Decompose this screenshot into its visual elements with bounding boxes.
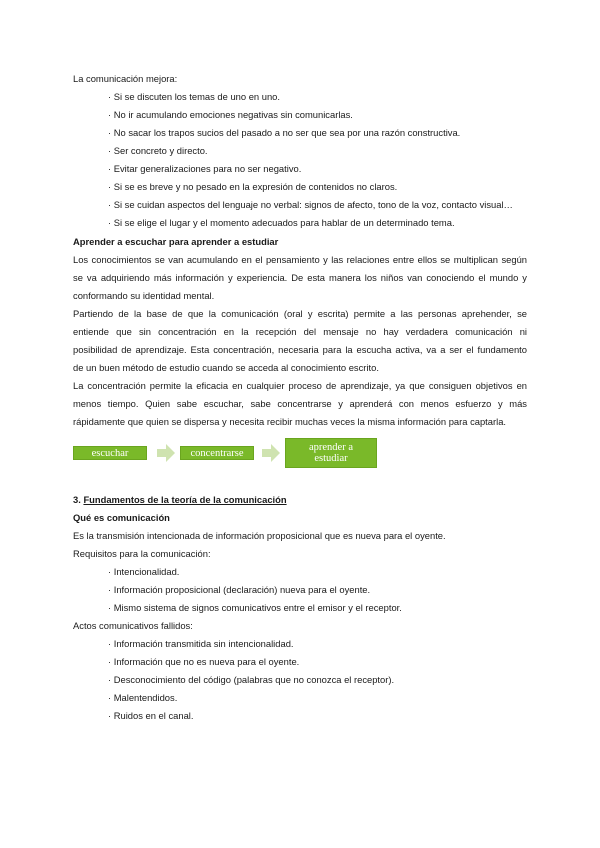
flow-step-escuchar: escuchar	[73, 446, 147, 460]
paragraph-line: Partiendo de la base de que la comunicación (oral y escrita) permite a las personas aprehender, se	[73, 308, 527, 319]
flow-arrow-icon	[157, 444, 175, 462]
requisito-item: · Información proposicional (declaración) nueva para el oyente.	[108, 584, 371, 595]
paragraph-line: posibilidad de aprendizaje. Esta concentración, necesaria para la escucha activa, va a ser el fundamento	[73, 344, 527, 355]
acto-item: · Información transmitida sin intencionalidad.	[108, 638, 294, 649]
mejora-item: · Evitar generalizaciones para no ser negativo.	[108, 163, 302, 174]
actos-heading: Actos comunicativos fallidos:	[73, 620, 193, 631]
paragraph-line: menos tiempo. Quien sabe escuchar, sabe concentrarse y aprenderá con menos esfuerzo y más	[73, 398, 527, 409]
paragraph-line: Los conocimientos se van acumulando en el pensamiento y las relaciones entre ellos se multiplican según	[73, 254, 527, 265]
acto-item: · Ruidos en el canal.	[108, 710, 194, 721]
flow-step-aprender: aprender a estudiar	[285, 438, 377, 468]
paragraph-line: rápidamente que quien se dispersa y necesita recibir muchas veces la misma información para captarla.	[73, 416, 507, 427]
learning-flow-diagram	[73, 438, 383, 468]
paragraph-line: de un buen método de estudio cuando se acceda al conocimiento escrito.	[73, 362, 379, 373]
mejora-item: · No ir acumulando emociones negativas sin comunicarlas.	[108, 109, 353, 120]
mejora-item: · Si se elige el lugar y el momento adecuados para hablar de un determinado tema.	[108, 217, 455, 228]
que-heading: Qué es comunicación	[73, 512, 170, 523]
flow-arrow-icon	[262, 444, 280, 462]
requisitos-heading: Requisitos para la comunicación:	[73, 548, 211, 559]
requisito-item: · Mismo sistema de signos comunicativos entre el emisor y el receptor.	[108, 602, 402, 613]
mejora-item: · Si se cuidan aspectos del lenguaje no verbal: signos de afecto, tono de la voz, contacto visual…	[108, 199, 513, 210]
definition: Es la transmisión intencionada de información proposicional que es nueva para el oyente.	[73, 530, 446, 541]
acto-item: · Malentendidos.	[108, 692, 178, 703]
paragraph-line: se va adquiriendo más información y experiencia. De esta manera los niños van conociendo el mundo y	[73, 272, 527, 283]
mejora-item: · Si se es breve y no pesado en la expresión de contenidos no claros.	[108, 181, 398, 192]
flow-step-concentrarse: concentrarse	[180, 446, 254, 460]
paragraph-line: conformando su identidad mental.	[73, 290, 215, 301]
section-number: 3.	[73, 494, 81, 505]
paragraph-line: entiende que sin concentración en la recepción del mensaje no hay verdadera comunicación ni	[73, 326, 527, 337]
mejora-item: · Si se discuten los temas de uno en uno.	[108, 91, 280, 102]
aprender-heading: Aprender a escuchar para aprender a estudiar	[73, 236, 279, 247]
acto-item: · Desconocimiento del código (palabras que no conozca el receptor).	[108, 674, 395, 685]
mejora-item: · No sacar los trapos sucios del pasado a no ser que sea por una razón constructiva.	[108, 127, 461, 138]
mejora-item: · Ser concreto y directo.	[108, 145, 208, 156]
section-title: Fundamentos de la teoría de la comunicación	[83, 494, 287, 505]
paragraph-line: La concentración permite la eficacia en cualquier proceso de aprendizaje, ya que consiguen objetivos en	[73, 380, 527, 391]
acto-item: · Información que no es nueva para el oyente.	[108, 656, 300, 667]
mejora-heading: La comunicación mejora:	[73, 73, 178, 84]
section-3-heading	[73, 494, 287, 506]
requisito-item: · Intencionalidad.	[108, 566, 180, 577]
